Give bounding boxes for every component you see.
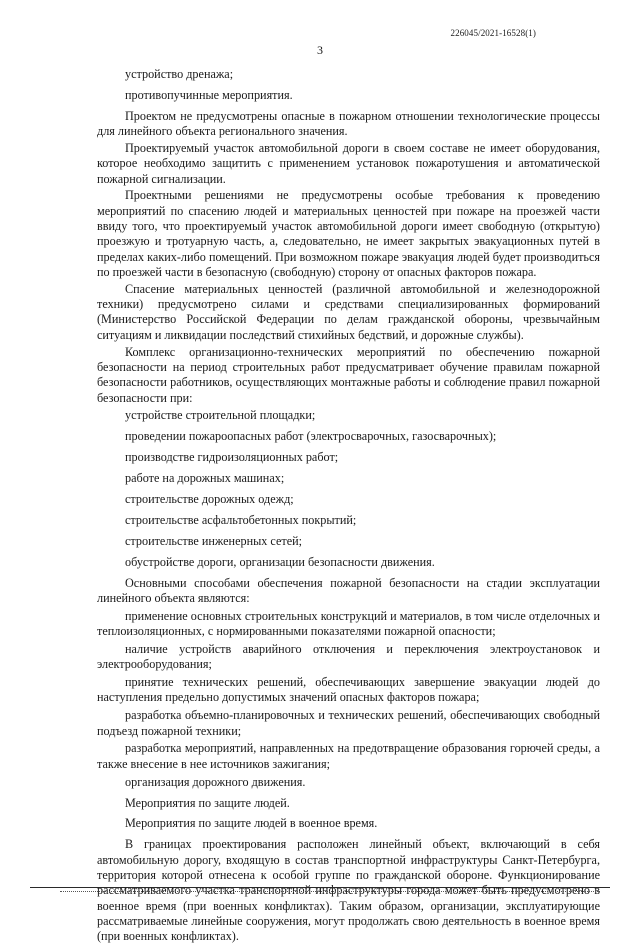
paragraph-emergency-shutdown: наличие устройств аварийного отключения и переключения электроустановок и электрооборудования;: [97, 641, 600, 672]
list-item-drainage: устройство дренажа;: [125, 67, 234, 81]
list-item-wartime-protection: Мероприятия по защите людей в военное время.: [125, 816, 378, 831]
list-item-traffic-organization: организация дорожного движения.: [125, 774, 306, 789]
paragraph-planning-solutions: разработка объемно-планировочных и технических решений, обеспечивающих свободный подъезд пожарной техники;: [97, 708, 600, 738]
list-item-waterproofing: производстве гидроизоляционных работ;: [125, 450, 339, 465]
paragraph-no-hazardous-processes: Проектом не предусмотрены опасные в пожарном отношении технологические процессы для линейного объекта регионального значения.: [97, 108, 600, 139]
paragraph-operation-methods: Основными способами обеспечения пожарной безопасности на стадии эксплуатации линейного объекта являются:: [97, 575, 600, 605]
list-item-people-protection: Мероприятия по защите людей.: [125, 795, 290, 810]
paragraph-civil-defense: В границах проектирования расположен линейный объект, включающий в себя автомобильную дорогу, входящую в состав транспортной инфраструктуры Санкт-Петербурга, территория которой отнесена к особой группе по гражданской обороне. Функционирование рассматриваемого участка транспортной инфраструктуры города может быть предусмотрено в военное время (при военных конфликтах). Таким образом, организации, эксплуатирующие рассматриваемые линейные сооружения, могут продолжать свою деятельность в военное время (при военных конфликтах).: [97, 837, 600, 944]
list-item-frost-heave: противопучинные мероприятия.: [125, 87, 293, 102]
paragraph-no-equipment: Проектируемый участок автомобильной дороги в своем составе не имеет оборудования, которое необходимо защитить с применением установок пожаротушения и автоматической пожарной сигнализации.: [97, 140, 600, 186]
paragraph-material-rescue: Спасение материальных ценностей (различной автомобильной и железнодорожной техники) предусмотрено силами и средствами специализированных формирований (Министерство Российской Федерации по делам гражданской обороны, чрезвычайным ситуациям и ликвидации последствий стихийных бедствий, и дорожные службы).: [97, 281, 600, 342]
page-number: 3: [317, 43, 323, 57]
paragraph-construction-fire-safety: Комплекс организационно-технических мероприятий по обеспечению пожарной безопасности на период строительных работ предусматривает обучение правилам пожарной безопасности работников, осуществляющих монтажные работы и соблюдение правил пожарной безопасности при:: [97, 344, 600, 405]
bottom-scan-line: [60, 891, 600, 892]
list-item-utilities: строительстве инженерных сетей;: [125, 533, 303, 548]
paragraph-technical-solutions: принятие технических решений, обеспечивающих завершение эвакуации людей до наступления предельно допустимых значений опасных факторов пожара;: [97, 675, 600, 705]
paragraph-evacuation: Проектными решениями не предусмотрены особые требования к проведению мероприятий по спасению людей и материальных ценностей при пожаре на проезжей части ввиду того, что проектируемый участок автомобильной дороги имеет свободную (открытую) проезжую и тротуарную часть, а, следовательно, не имеет закрытых эвакуационных путей в пределах каких-либо помещений. При возможном пожаре эвакуация людей будет производиться по проезжей части в безопасную (свободную) сторону от опасных факторов пожара.: [97, 188, 600, 279]
bottom-border-line: [30, 887, 610, 888]
paragraph-combustible-prevention: разработка мероприятий, направленных на предотвращение образования горючей среды, а также внесение в нее источников зажигания;: [97, 741, 600, 771]
list-item-welding: проведении пожароопасных работ (электросварочных, газосварочных);: [125, 429, 497, 444]
list-item-road-arrangement: обустройстве дороги, организации безопасности движения.: [125, 554, 435, 569]
document-body: [97, 67, 600, 946]
document-registration-number: 226045/2021-16528(1): [450, 28, 536, 38]
list-item-pavement: строительстве дорожных одежд;: [125, 491, 294, 506]
paragraph-materials: применение основных строительных конструкций и материалов, в том числе отделочных и теплоизоляционных, с нормированными показателями пожарной опасности;: [97, 608, 600, 638]
list-item-road-machines: работе на дорожных машинах;: [125, 471, 285, 486]
list-item-asphalt: строительстве асфальтобетонных покрытий;: [125, 512, 357, 527]
list-item-site-setup: устройстве строительной площадки;: [125, 408, 316, 423]
